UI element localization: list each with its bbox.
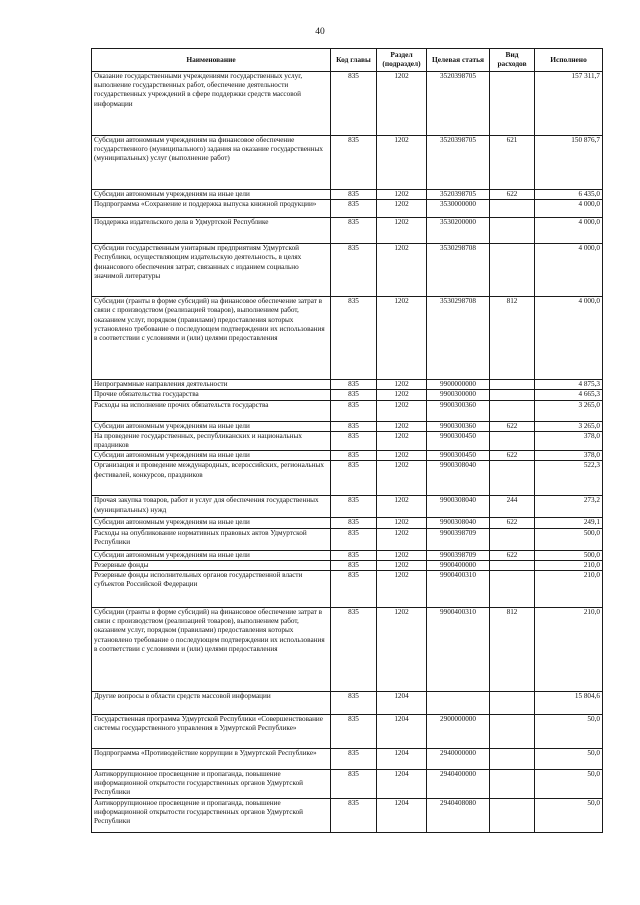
table-row xyxy=(92,496,603,518)
table-cell-name: Субсидии автономным учреждениям на иные цели xyxy=(92,518,331,528)
table-cell-executed: 273,2 xyxy=(535,496,603,518)
table-cell-code: 835 xyxy=(331,692,377,715)
table-cell-section: 1202 xyxy=(377,297,427,380)
table-cell-name: Поддержка издательского дела в Удмуртской Республике xyxy=(92,218,331,244)
table-cell-article: 3530298708 xyxy=(427,244,490,297)
table-cell-code: 835 xyxy=(331,749,377,770)
table-cell-executed: 4 000,0 xyxy=(535,218,603,244)
table-cell-code: 835 xyxy=(331,244,377,297)
table-cell-section: 1204 xyxy=(377,798,427,832)
table-cell-code: 835 xyxy=(331,528,377,550)
table-cell-section: 1202 xyxy=(377,380,427,390)
table-cell-section: 1202 xyxy=(377,608,427,692)
table-cell-executed: 249,1 xyxy=(535,518,603,528)
table-cell-article: 2940408080 xyxy=(427,798,490,832)
table-header-row xyxy=(92,49,603,72)
table-cell-article: 3520398705 xyxy=(427,72,490,136)
table-cell-code: 835 xyxy=(331,518,377,528)
table-row xyxy=(92,190,603,200)
table-cell-code: 835 xyxy=(331,770,377,799)
table-cell-expense-type: 812 xyxy=(490,608,535,692)
table-cell-code: 835 xyxy=(331,560,377,570)
table-cell-section: 1202 xyxy=(377,571,427,608)
table-cell-article: 9900308040 xyxy=(427,518,490,528)
table-row xyxy=(92,400,603,421)
table-row xyxy=(92,560,603,570)
table-row xyxy=(92,550,603,560)
table-row xyxy=(92,380,603,390)
table-cell-article: 9900300450 xyxy=(427,451,490,461)
table-cell-code: 835 xyxy=(331,136,377,190)
table-row xyxy=(92,244,603,297)
table-cell-section: 1202 xyxy=(377,200,427,218)
table-cell-name: На проведение государственных, республиканских и национальных праздников xyxy=(92,431,331,450)
table-cell-expense-type xyxy=(490,692,535,715)
table-cell-executed: 50,0 xyxy=(535,715,603,749)
table-cell-article: 2940000000 xyxy=(427,749,490,770)
table-cell-expense-type xyxy=(490,431,535,450)
table-cell-name: Субсидии автономным учреждениям на иные цели xyxy=(92,550,331,560)
table-cell-code: 835 xyxy=(331,218,377,244)
table-cell-article: 9900000000 xyxy=(427,380,490,390)
table-cell-name: Прочие обязательства государства xyxy=(92,390,331,400)
table-cell-name: Субсидии автономным учреждениям на финансовое обеспечение государственного (муниципального) задания на оказание государственных (муниципальных) услуг (выполнение работ) xyxy=(92,136,331,190)
table-cell-executed: 522,3 xyxy=(535,461,603,496)
table-row xyxy=(92,136,603,190)
table-cell-expense-type xyxy=(490,571,535,608)
table-cell-executed: 500,0 xyxy=(535,528,603,550)
table-cell-executed: 4 665,3 xyxy=(535,390,603,400)
table-cell-executed: 3 265,0 xyxy=(535,400,603,421)
table-cell-code: 835 xyxy=(331,431,377,450)
table-cell-expense-type xyxy=(490,244,535,297)
table-cell-name: Субсидии (гранты в форме субсидий) на финансовое обеспечение затрат в связи с производством (реализацией товаров), выполнением работ, оказанием услуг, порядком (правилами) предоставления которых установлено требование о последующем подтверждении их использования в соответствии с условиями и (или) целями предоставления xyxy=(92,297,331,380)
table-cell-name: Расходы на опубликование нормативных правовых актов Удмуртской Республики xyxy=(92,528,331,550)
header-expense-type: Вид расходов xyxy=(490,49,535,72)
table-cell-section: 1202 xyxy=(377,496,427,518)
table-cell-code: 835 xyxy=(331,550,377,560)
table-cell-article: 9900300360 xyxy=(427,400,490,421)
table-cell-article: 3520398705 xyxy=(427,190,490,200)
table-cell-name: Подпрограмма «Противодействие коррупции в Удмуртской Республике» xyxy=(92,749,331,770)
table-cell-name: Прочая закупка товаров, работ и услуг для обеспечения государственных (муниципальных) нужд xyxy=(92,496,331,518)
table-cell-article: 9900300450 xyxy=(427,431,490,450)
table-cell-expense-type xyxy=(490,749,535,770)
table-cell-executed: 15 804,6 xyxy=(535,692,603,715)
table-cell-code: 835 xyxy=(331,390,377,400)
table-cell-code: 835 xyxy=(331,380,377,390)
table-cell-executed: 378,0 xyxy=(535,431,603,450)
header-article: Целевая статья xyxy=(427,49,490,72)
table-row xyxy=(92,431,603,450)
table-cell-code: 835 xyxy=(331,72,377,136)
table-cell-code: 835 xyxy=(331,190,377,200)
table-cell-expense-type: 622 xyxy=(490,550,535,560)
table-cell-section: 1204 xyxy=(377,715,427,749)
table-cell-executed: 50,0 xyxy=(535,770,603,799)
table-cell-name: Субсидии государственным унитарным предприятиям Удмуртской Республики, осуществляющим издательскую деятельность, в целях финансового обеспечения затрат, связанных с изданием социально значимой литературы xyxy=(92,244,331,297)
table-cell-section: 1202 xyxy=(377,390,427,400)
table-cell-code: 835 xyxy=(331,798,377,832)
table-cell-article: 3530000000 xyxy=(427,200,490,218)
table-cell-section: 1204 xyxy=(377,749,427,770)
page-number: 40 xyxy=(315,27,325,37)
table-cell-article: 9900400310 xyxy=(427,608,490,692)
table-cell-executed: 210,0 xyxy=(535,560,603,570)
table-cell-article: 3520398705 xyxy=(427,136,490,190)
table-cell-article: 9900398709 xyxy=(427,528,490,550)
table-cell-code: 835 xyxy=(331,461,377,496)
table-cell-code: 835 xyxy=(331,496,377,518)
table-cell-code: 835 xyxy=(331,608,377,692)
table-cell-section: 1202 xyxy=(377,218,427,244)
table-row xyxy=(92,528,603,550)
table-row xyxy=(92,461,603,496)
table-cell-expense-type xyxy=(490,380,535,390)
table-cell-executed: 6 435,0 xyxy=(535,190,603,200)
table-cell-code: 835 xyxy=(331,421,377,431)
table-row xyxy=(92,518,603,528)
table-cell-name: Подпрограмма «Сохранение и поддержка выпуска книжной продукции» xyxy=(92,200,331,218)
table-cell-section: 1202 xyxy=(377,244,427,297)
table-cell-name: Антикоррупционное просвещение и пропаганда, повышение информационной открытости государственных органов Удмуртской Республики xyxy=(92,770,331,799)
table-cell-executed: 3 265,0 xyxy=(535,421,603,431)
table-cell-article: 9900400000 xyxy=(427,560,490,570)
table-cell-expense-type xyxy=(490,218,535,244)
table-row xyxy=(92,692,603,715)
header-code: Код главы xyxy=(331,49,377,72)
table-cell-name: Расходы на исполнение прочих обязательств государства xyxy=(92,400,331,421)
table-cell-expense-type xyxy=(490,560,535,570)
table-cell-name: Другие вопросы в области средств массовой информации xyxy=(92,692,331,715)
table-cell-expense-type xyxy=(490,715,535,749)
table-row xyxy=(92,218,603,244)
table-cell-section: 1202 xyxy=(377,451,427,461)
table-cell-section: 1202 xyxy=(377,560,427,570)
table-cell-expense-type: 622 xyxy=(490,190,535,200)
table-cell-name: Организация и проведение международных, всероссийских, региональных фестивалей, конкурсов, праздников xyxy=(92,461,331,496)
table-row xyxy=(92,571,603,608)
table-cell-section: 1202 xyxy=(377,421,427,431)
table-cell-article: 9900300000 xyxy=(427,390,490,400)
table-cell-article: 9900300360 xyxy=(427,421,490,431)
table-cell-name: Резервные фонды xyxy=(92,560,331,570)
table-cell-name: Субсидии автономным учреждениям на иные цели xyxy=(92,451,331,461)
budget-table xyxy=(91,48,603,833)
table-cell-code: 835 xyxy=(331,451,377,461)
table-cell-section: 1202 xyxy=(377,461,427,496)
table-cell-expense-type xyxy=(490,200,535,218)
table-row xyxy=(92,608,603,692)
table-cell-article: 9900398709 xyxy=(427,550,490,560)
table-cell-section: 1204 xyxy=(377,770,427,799)
table-cell-code: 835 xyxy=(331,297,377,380)
table-row xyxy=(92,749,603,770)
header-name: Наименование xyxy=(92,49,331,72)
table-cell-executed: 378,0 xyxy=(535,451,603,461)
table-row xyxy=(92,200,603,218)
table-cell-expense-type xyxy=(490,528,535,550)
table-cell-section: 1202 xyxy=(377,72,427,136)
table-row xyxy=(92,770,603,799)
table-cell-expense-type xyxy=(490,770,535,799)
table-cell-section: 1202 xyxy=(377,190,427,200)
table-cell-expense-type: 812 xyxy=(490,297,535,380)
table-cell-executed: 50,0 xyxy=(535,798,603,832)
table-cell-expense-type xyxy=(490,72,535,136)
table-cell-name: Резервные фонды исполнительных органов государственной власти субъектов Российской Федерации xyxy=(92,571,331,608)
table-row xyxy=(92,451,603,461)
table-cell-name: Субсидии автономным учреждениям на иные цели xyxy=(92,421,331,431)
table-cell-executed: 210,0 xyxy=(535,608,603,692)
table-cell-expense-type: 244 xyxy=(490,496,535,518)
table-cell-executed: 150 876,7 xyxy=(535,136,603,190)
table-cell-name: Субсидии (гранты в форме субсидий) на финансовое обеспечение затрат в связи с производством (реализацией товаров), выполнением работ, оказанием услуг, порядком (правилами) предоставления которых установлено требование о последующем подтверждении их использования в соответствии с условиями и (или) целями предоставления xyxy=(92,608,331,692)
table-cell-article xyxy=(427,692,490,715)
table-cell-executed: 50,0 xyxy=(535,749,603,770)
table-cell-article: 9900400310 xyxy=(427,571,490,608)
table-cell-article: 3530200000 xyxy=(427,218,490,244)
table-row xyxy=(92,798,603,832)
table-cell-expense-type xyxy=(490,390,535,400)
header-executed: Исполнено xyxy=(535,49,603,72)
table-cell-expense-type xyxy=(490,461,535,496)
table-row xyxy=(92,297,603,380)
table-cell-name: Субсидии автономным учреждениям на иные цели xyxy=(92,190,331,200)
table-cell-executed: 4 000,0 xyxy=(535,244,603,297)
table-cell-section: 1202 xyxy=(377,136,427,190)
table-cell-name: Государственная программа Удмуртской Республики «Совершенствование системы государственного управления в Удмуртской Республике» xyxy=(92,715,331,749)
table-cell-section: 1202 xyxy=(377,550,427,560)
table-cell-article: 9900308040 xyxy=(427,496,490,518)
table-cell-expense-type: 622 xyxy=(490,518,535,528)
table-row xyxy=(92,715,603,749)
table-cell-section: 1202 xyxy=(377,528,427,550)
table-cell-name: Оказание государственными учреждениями государственных услуг, выполнение государственных работ, обеспечение деятельности государственных учреждений в сфере поддержки средств массовой информации xyxy=(92,72,331,136)
table-cell-code: 835 xyxy=(331,715,377,749)
table-row xyxy=(92,390,603,400)
table-cell-executed: 4 875,3 xyxy=(535,380,603,390)
table-cell-executed: 157 311,7 xyxy=(535,72,603,136)
table-cell-expense-type xyxy=(490,400,535,421)
table-row xyxy=(92,72,603,136)
table-cell-name: Непрограммные направления деятельности xyxy=(92,380,331,390)
table-cell-executed: 4 000,0 xyxy=(535,297,603,380)
table-cell-executed: 210,0 xyxy=(535,571,603,608)
table-cell-article: 2940400000 xyxy=(427,770,490,799)
table-cell-name: Антикоррупционное просвещение и пропаганда, повышение информационной открытости государственных органов Удмуртской Республики xyxy=(92,798,331,832)
table-cell-expense-type: 622 xyxy=(490,451,535,461)
table-cell-article: 3530298708 xyxy=(427,297,490,380)
table-cell-section: 1204 xyxy=(377,692,427,715)
table-cell-section: 1202 xyxy=(377,518,427,528)
table-cell-executed: 4 000,0 xyxy=(535,200,603,218)
header-section: Раздел (подраздел) xyxy=(377,49,427,72)
table-cell-article: 9900308040 xyxy=(427,461,490,496)
table-cell-expense-type: 621 xyxy=(490,136,535,190)
table-cell-code: 835 xyxy=(331,400,377,421)
table-cell-expense-type: 622 xyxy=(490,421,535,431)
table-cell-executed: 500,0 xyxy=(535,550,603,560)
table-cell-code: 835 xyxy=(331,571,377,608)
table-row xyxy=(92,421,603,431)
table-cell-section: 1202 xyxy=(377,431,427,450)
table-cell-article: 2900000000 xyxy=(427,715,490,749)
table-cell-section: 1202 xyxy=(377,400,427,421)
table-cell-code: 835 xyxy=(331,200,377,218)
table-cell-expense-type xyxy=(490,798,535,832)
